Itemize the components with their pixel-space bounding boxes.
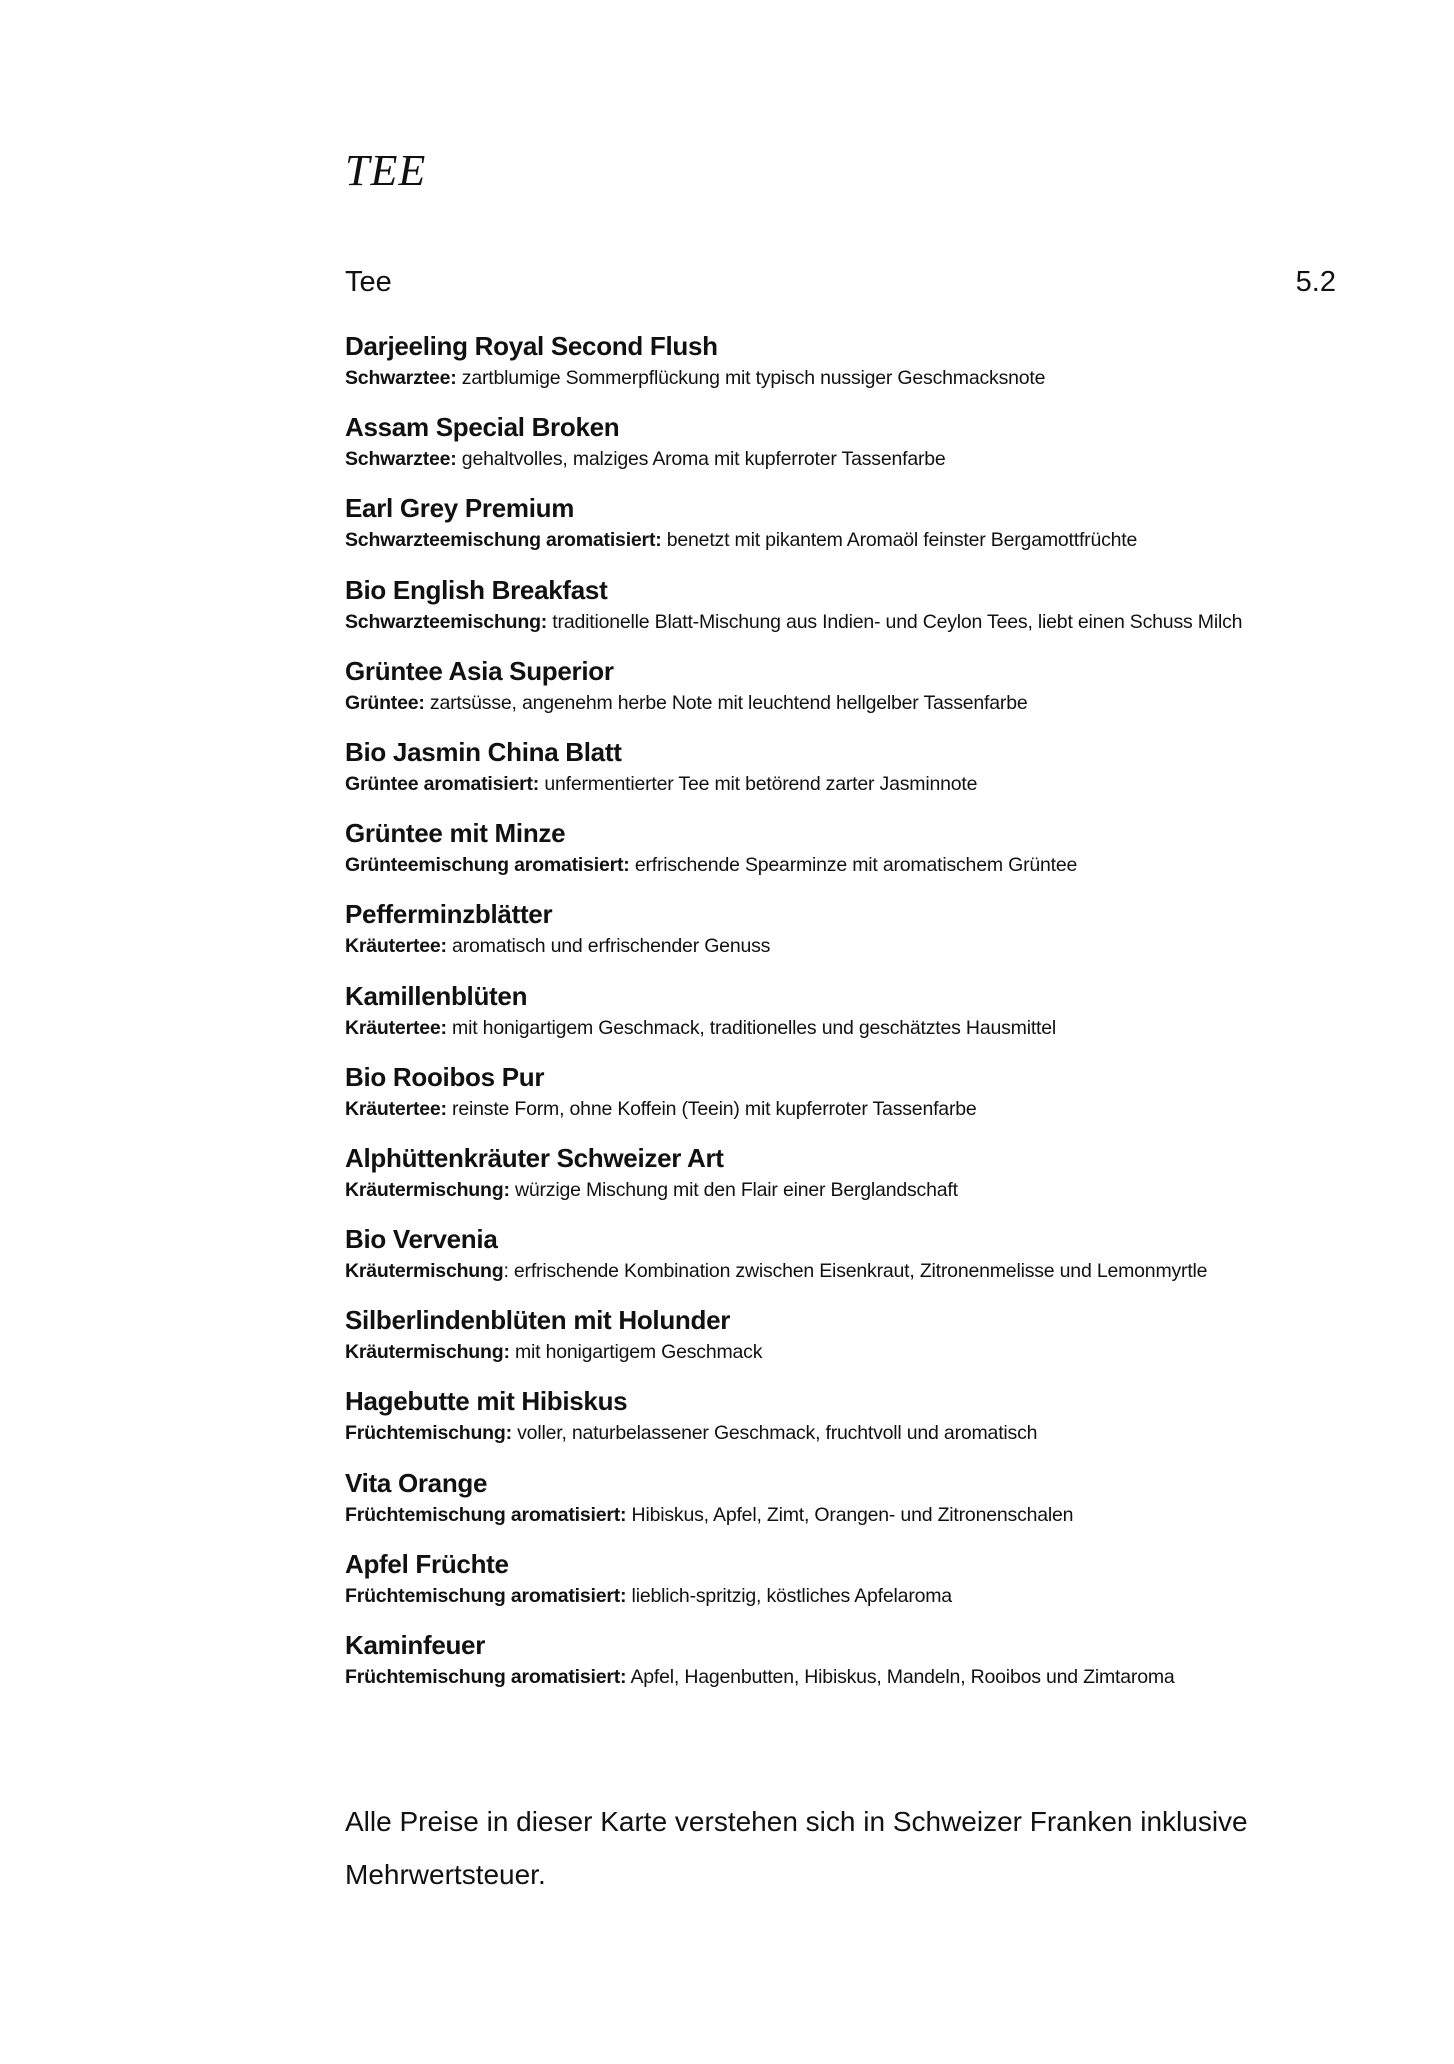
tea-name: Bio Jasmin China Blatt: [345, 736, 622, 767]
tea-description: [345, 1257, 1445, 1285]
tea-type: Früchtemischung aromatisiert:: [345, 1503, 627, 1526]
tea-description-text: Hibiskus, Apfel, Zimt, Orangen- und Zitronenschalen: [626, 1503, 1074, 1526]
tea-item: [345, 978, 1445, 1059]
tea-name: Earl Grey Premium: [345, 493, 575, 524]
tea-type: Grüntee:: [345, 691, 425, 714]
tea-item: [345, 1465, 1445, 1546]
tea-description: [345, 526, 1445, 554]
tea-description: [345, 932, 1445, 960]
tea-item: [345, 1059, 1445, 1140]
tea-description-text: gehaltvolles, malziges Aroma mit kupferroter Tassenfarbe: [456, 448, 946, 471]
page-title: TEE: [345, 146, 427, 195]
tea-name: Alphüttenkräuter Schweizer Art: [345, 1142, 724, 1173]
category-price: 5.2: [1295, 266, 1336, 298]
tea-item: [345, 896, 1445, 977]
tea-description-text: benetzt mit pikantem Aromaöl feinster Bergamottfrüchte: [661, 529, 1138, 552]
tea-name: Hagebutte mit Hibiskus: [345, 1386, 628, 1417]
tea-item: [345, 409, 1445, 490]
tea-name: Kamillenblüten: [345, 980, 528, 1011]
tea-description-text: zartblumige Sommerpflückung mit typisch nussiger Geschmacksnote: [456, 367, 1046, 389]
tea-list: [345, 328, 1445, 1708]
tea-item: [345, 1302, 1445, 1383]
tea-item: [345, 1221, 1445, 1302]
tea-name: Grüntee Asia Superior: [345, 655, 614, 686]
tea-description: [345, 851, 1445, 879]
tea-description-text: voller, naturbelassener Geschmack, fruchtvoll und aromatisch: [511, 1422, 1038, 1445]
tea-name: Bio English Breakfast: [345, 574, 608, 605]
tea-name: Silberlindenblüten mit Holunder: [345, 1305, 731, 1336]
tea-description-text: Apfel, Hagenbutten, Hibiskus, Mandeln, Rooibos und Zimtaroma: [626, 1666, 1175, 1688]
tea-description: [345, 445, 1445, 473]
tea-description-text: unfermentierter Tee mit betörend zarter Jasminnote: [539, 772, 978, 795]
tea-name: Apfel Früchte: [345, 1548, 509, 1579]
tea-type: Schwarzteemischung aromatisiert:: [345, 529, 662, 552]
tea-type: Früchtemischung:: [345, 1422, 512, 1445]
tea-name: Bio Rooibos Pur: [345, 1061, 545, 1092]
tea-description: [345, 608, 1445, 636]
tea-type: Schwarztee:: [345, 448, 457, 471]
tea-description-text: : erfrischende Kombination zwischen Eisenkraut, Zitronenmelisse und Lemonmyrtle: [503, 1260, 1208, 1283]
tea-description: [345, 1663, 1445, 1691]
tea-type: Kräutertee:: [345, 935, 447, 958]
tea-description-text: zartsüsse, angenehm herbe Note mit leuchtend hellgelber Tassenfarbe: [424, 691, 1028, 714]
tea-name: Bio Vervenia: [345, 1224, 498, 1255]
tea-type: Kräutermischung:: [345, 1341, 510, 1364]
tea-type: Schwarzteemischung:: [345, 610, 548, 633]
tea-item: [345, 328, 1445, 409]
tea-item: [345, 734, 1445, 815]
tea-name: Grüntee mit Minze: [345, 818, 566, 849]
tea-description-text: mit honigartigem Geschmack: [509, 1341, 763, 1364]
tea-item: [345, 1383, 1445, 1464]
price-note: Alle Preise in dieser Karte verstehen sich in Schweizer Franken inklusive Mehrwertsteuer.: [345, 1806, 1248, 1890]
tea-name: Kaminfeuer: [345, 1630, 486, 1660]
tea-item: [345, 1546, 1445, 1627]
tea-type: Kräutertee:: [345, 1097, 447, 1120]
tea-type: Kräutertee:: [345, 1016, 447, 1039]
tea-description: [345, 364, 1445, 392]
tea-name: Vita Orange: [345, 1467, 488, 1498]
tea-type: Früchtemischung aromatisiert:: [345, 1666, 627, 1688]
tea-description: [345, 1095, 1445, 1123]
tea-type: Grünteemischung aromatisiert:: [345, 854, 630, 877]
tea-name: Pefferminzblätter: [345, 899, 553, 930]
tea-description-text: reinste Form, ohne Koffein (Teein) mit kupferroter Tassenfarbe: [446, 1097, 977, 1120]
tea-name: Assam Special Broken: [345, 412, 620, 443]
tea-description-text: würzige Mischung mit den Flair einer Berglandschaft: [509, 1178, 958, 1201]
tea-type: Grüntee aromatisiert:: [345, 772, 540, 795]
tea-item: [345, 490, 1445, 571]
tea-description-text: erfrischende Spearminze mit aromatischem Grüntee: [629, 854, 1078, 877]
category-label: Tee: [345, 266, 392, 298]
tea-type: Kräutermischung:: [345, 1178, 510, 1201]
tea-description: [345, 1176, 1445, 1204]
tea-description: [345, 1582, 1445, 1610]
tea-item: [345, 815, 1445, 896]
tea-description-text: aromatisch und erfrischender Genuss: [446, 935, 771, 958]
tea-description-text: mit honigartigem Geschmack, traditionelles und geschätztes Hausmittel: [446, 1016, 1057, 1039]
tea-name: Darjeeling Royal Second Flush: [345, 331, 718, 361]
tea-item: [345, 572, 1445, 653]
tea-description: [345, 1419, 1445, 1447]
tea-type: Früchtemischung aromatisiert:: [345, 1584, 627, 1607]
tea-description: [345, 689, 1445, 717]
tea-description-text: traditionelle Blatt-Mischung aus Indien- und Ceylon Tees, liebt einen Schuss Milch: [547, 610, 1243, 633]
tea-description: [345, 770, 1445, 798]
tea-description: [345, 1338, 1445, 1366]
tea-description: [345, 1501, 1445, 1529]
tea-item: [345, 1627, 1445, 1708]
tea-description: [345, 1014, 1445, 1042]
tea-item: [345, 653, 1445, 734]
tea-description-text: lieblich-spritzig, köstliches Apfelaroma: [626, 1584, 952, 1607]
tea-type: Schwarztee:: [345, 367, 457, 389]
tea-item: [345, 1140, 1445, 1221]
tea-type: Kräutermischung: [345, 1260, 504, 1283]
